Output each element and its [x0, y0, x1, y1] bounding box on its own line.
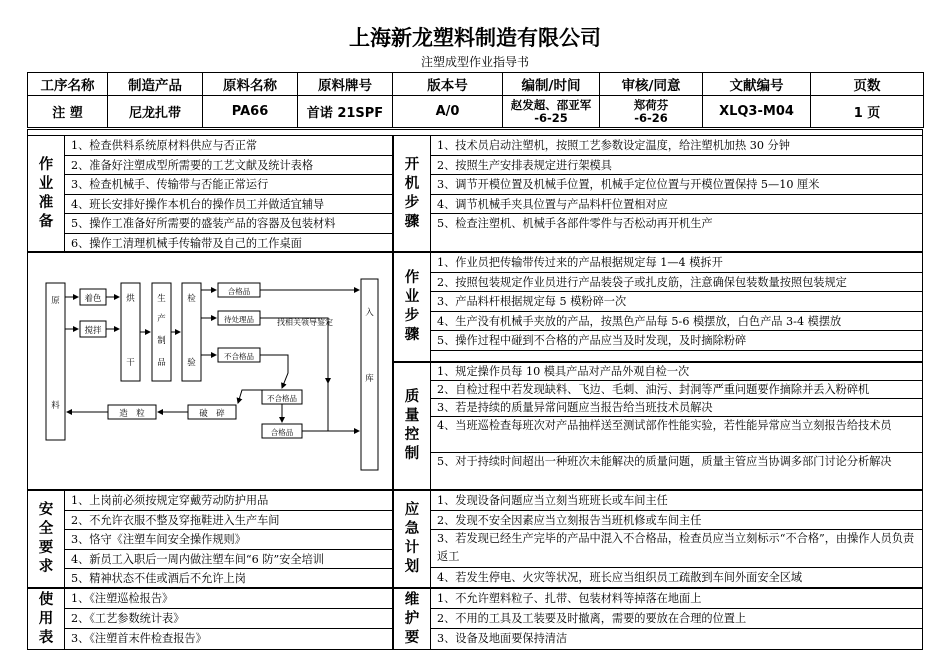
- maint-item: 3、设备及地面要保持清洁: [437, 632, 568, 645]
- flow-mix-label: 搅拌: [84, 326, 102, 336]
- startup-item: 5、检查注塑机、机械手各部件零件与否松动再开机生产: [437, 217, 713, 230]
- prep-item: 6、操作工清理机械手传输带及自己的工作桌面: [71, 236, 302, 250]
- header-value-grade: 首诺 21SPF: [298, 96, 393, 128]
- quality-item: 3、若是持续的质量异常问题应当报告给当班技术员解决: [431, 399, 922, 417]
- flow-ng-label: 不合格品: [224, 352, 254, 361]
- flow-store-label-2: 库: [365, 374, 374, 384]
- section-flowchart: [27, 252, 393, 490]
- section-steps: [393, 252, 923, 362]
- prep-item: 1、检查供料系统原材料供应与否正常: [65, 136, 392, 156]
- section-quality: [393, 362, 923, 490]
- steps-item: 1、作业员把传输带传过来的产品根据规定每 1—4 模拆开: [431, 253, 922, 273]
- section-forms: [27, 588, 393, 650]
- header-table: [27, 72, 924, 128]
- safety-item: 2、不允许衣服不整及穿拖鞋进入生产车间: [65, 511, 392, 531]
- steps-item: 2、按照包装规定作业员进行产品装袋子或扎皮筋，注意确保包装数量按照包装规定: [431, 273, 922, 293]
- section-maintenance: [393, 588, 923, 650]
- header-label-docno: 文献编号: [703, 73, 811, 96]
- flow-raw-label: 原: [51, 296, 60, 306]
- header-label-pages: 页数: [811, 73, 924, 96]
- startup-item: 4、调节机械手夹具位置与产品料杆位置相对应: [431, 195, 922, 215]
- process-flowchart: [28, 253, 392, 489]
- flow-dry-label-2: 干: [126, 358, 135, 368]
- safety-item: 1、上岗前必须按规定穿戴劳动防护用品: [65, 491, 392, 511]
- flow-prod-label-3: 制: [157, 336, 166, 346]
- author-date: -6-25: [534, 110, 568, 125]
- header-label-material: 原料名称: [203, 73, 298, 96]
- header-label-product: 制造产品: [108, 73, 203, 96]
- forms-item: 1、《注塑巡检报告》: [65, 589, 392, 609]
- quality-label: 质量控制: [394, 363, 431, 489]
- steps-item: 4、生产没有机械手夹放的产品，按黑色产品每 5-6 模摆放，白色产品 3-4 模摆放: [431, 312, 922, 332]
- quality-item: 4、当班巡检查每班次对产品抽样送至测试部作性能实验，若性能异常应当立刻报告给技术员: [431, 417, 922, 453]
- flow-pending-label: 待处理品: [224, 315, 254, 324]
- header-label-review: 审核/同意: [600, 73, 703, 96]
- header-value-pages: 1 页: [811, 96, 924, 128]
- prep-item: 4、班长安排好操作本机台的操作员工并做适宜辅导: [65, 195, 392, 215]
- header-label-author: 编制/时间: [503, 73, 600, 96]
- flow-crush-label: 破 碎: [199, 409, 225, 419]
- forms-item: 2、《工艺参数统计表》: [65, 609, 392, 629]
- section-prep: [27, 135, 393, 252]
- header-label-version: 版本号: [393, 73, 503, 96]
- header-value-docno: XLQ3-M04: [703, 96, 811, 128]
- startup-item: 1、技术员启动注塑机，按照工艺参数设定温度，给注塑机加热 30 分钟: [431, 136, 922, 156]
- maint-item: 1、不允许塑料粒子、扎带、包装材料等掉落在地面上: [431, 589, 922, 609]
- review-date: -6-26: [634, 110, 668, 125]
- prep-label: 作业准备: [28, 136, 65, 251]
- flow-prod-label: 生: [157, 294, 166, 304]
- emergency-label: 应急计划: [394, 491, 431, 587]
- flow-ok-label: 合格品: [227, 287, 251, 296]
- safety-label: 安全要求: [28, 491, 65, 587]
- flow-dry-label: 烘: [126, 294, 135, 304]
- header-value-material: PA66: [203, 96, 298, 128]
- startup-item: 3、调节开模位置及机械手位置，机械手定位位置与开模位置保持 5—10 厘米: [431, 175, 922, 195]
- startup-item: 2、按照生产安排表规定进行架模具: [431, 156, 922, 176]
- section-emergency: [393, 490, 923, 588]
- header-value-review: [600, 96, 703, 128]
- flow-color-label: 着色: [84, 294, 102, 304]
- maint-item: 2、不用的工具及工装要及时撤离，需要的要放在合理的位置上: [431, 609, 922, 629]
- maint-label: 维护要: [394, 589, 431, 649]
- section-startup: [393, 135, 923, 252]
- safety-item: 3、恪守《注塑车间安全操作规则》: [65, 530, 392, 550]
- company-title: 上海新龙塑料制造有限公司: [349, 26, 601, 50]
- header-label-grade: 原料牌号: [298, 73, 393, 96]
- flow-insp-label: 检: [187, 294, 196, 304]
- flow-review-label: 找相关领导鉴定: [277, 318, 333, 327]
- steps-label: 作业步骤: [394, 253, 431, 361]
- header-value-author: [503, 96, 600, 128]
- emergency-item: 2、发现不安全因素应当立刻报告当班机修或车间主任: [431, 511, 922, 531]
- flow-prod-label-4: 品: [157, 358, 166, 368]
- flow-store-label: 入: [365, 308, 374, 318]
- section-safety: [27, 490, 393, 588]
- flow-granule-label: 造 粒: [119, 409, 145, 419]
- raw-material-box: [46, 283, 65, 440]
- forms-item: 3、《注塑首末件检查报告》: [71, 632, 207, 645]
- header-value-process: 注 塑: [28, 96, 108, 128]
- document-title: 注塑成型作业指导书: [420, 55, 529, 69]
- emergency-item: 4、若发生停电、火灾等状况，班长应当组织员工疏散到车间外面安全区域: [437, 571, 803, 584]
- flow-prod-label-2: 产: [157, 314, 166, 324]
- header-value-version: A/0: [393, 96, 503, 128]
- author-names: 赵发超、邵亚军: [510, 97, 592, 112]
- flow-ng2-label: 不合格品: [267, 394, 297, 403]
- header-value-product: 尼龙扎带: [108, 96, 203, 128]
- prep-item: 2、准备好注塑成型所需要的工艺文献及统计表格: [65, 156, 392, 176]
- flow-ok2-label: 合格品: [270, 428, 294, 437]
- prep-item: 5、操作工准备好所需要的盛装产品的容器及包装材料: [65, 214, 392, 234]
- reviewer-name: 郑荷芬: [633, 97, 669, 112]
- quality-item: 1、规定操作员每 10 模具产品对产品外观自检一次: [431, 363, 922, 381]
- quality-item: 2、自检过程中若发现缺料、飞边、毛刺、油污、封洞等严重问题要作摘除并丢入粉碎机: [431, 381, 922, 399]
- prep-item: 3、检查机械手、传输带与否能正常运行: [65, 175, 392, 195]
- forms-label: 使用表: [28, 589, 65, 649]
- safety-item: 5、精神状态不佳或酒后不允许上岗: [71, 571, 246, 585]
- steps-item: 3、产品料杆根据规定每 5 模粉碎一次: [431, 292, 922, 312]
- quality-item: 5、对于持续时间超出一种班次未能解决的质量问题，质量主管应当协调多部门讨论分析解决: [437, 455, 892, 468]
- header-label-process: 工序名称: [28, 73, 108, 96]
- safety-item: 4、新员工入职后一周内做注塑车间“6 防”安全培训: [65, 550, 392, 569]
- startup-label: 开机步骤: [394, 136, 431, 251]
- steps-item: 5、操作过程中碰到不合格的产品应当及时发现，及时摘除粉碎: [431, 331, 922, 351]
- flow-insp-label-2: 验: [187, 358, 196, 368]
- emergency-item: 1、发现设备问题应当立刻当班班长或车间主任: [431, 491, 922, 511]
- emergency-item: 3、若发现已经生产完毕的产品中混入不合格品，检查员应当立刻标示“不合格”，由操作人员负责返工: [431, 530, 922, 568]
- flow-raw-label-2: 料: [51, 401, 60, 411]
